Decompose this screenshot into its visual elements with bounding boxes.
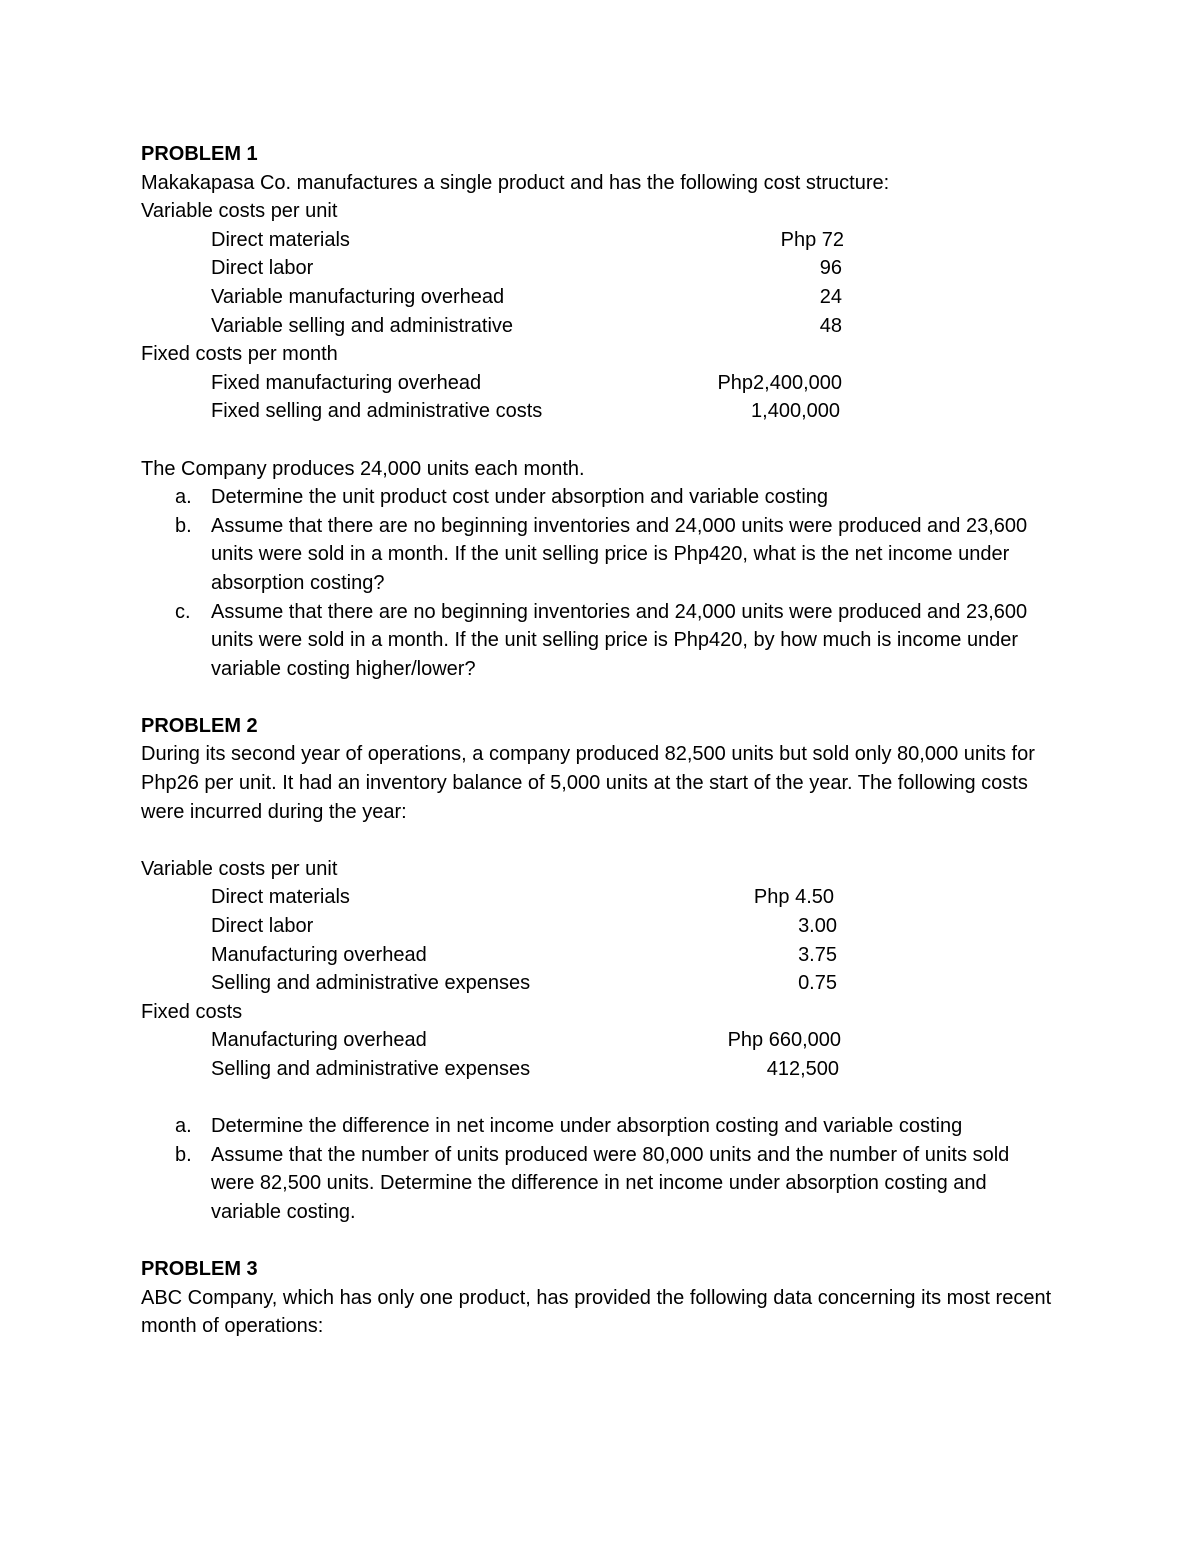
cost-label: Fixed selling and administrative costs <box>211 400 543 423</box>
problem-1-variable-title: Variable costs per unit <box>141 200 338 223</box>
cost-value: Php2,400,000 <box>717 371 842 394</box>
question-text: Assume that there are no beginning inventories and 24,000 units were produced and 23,600 units were sold in a month. If the unit selling price is Php420, by how much is income under variable costing higher/lower? <box>211 600 1028 680</box>
problem-1 <box>141 140 1071 683</box>
problem-3 <box>141 1255 1071 1341</box>
cost-label: Direct materials <box>211 228 350 251</box>
spacer <box>141 1084 1071 1113</box>
cost-row <box>141 254 1071 283</box>
cost-row <box>141 1026 1071 1055</box>
cost-row <box>141 1055 1071 1084</box>
document-content <box>141 140 1071 1341</box>
problem-2-questions <box>141 1112 1071 1226</box>
question-item <box>141 512 1051 598</box>
problem-1-questions <box>141 483 1071 683</box>
cost-label: Manufacturing overhead <box>211 943 427 966</box>
question-marker: b. <box>175 1143 192 1166</box>
question-marker: a. <box>175 486 192 509</box>
cost-label: Direct materials <box>211 886 350 909</box>
spacer <box>141 1227 1071 1256</box>
problem-2 <box>141 712 1071 1227</box>
cost-label: Variable selling and administrative <box>211 314 514 337</box>
cost-value: 412,500 <box>766 1058 839 1080</box>
cost-label: Selling and administrative expenses <box>211 972 531 995</box>
question-text: Assume that the number of units produced were 80,000 units and the number of units sold were 82,500 units. Determine the difference in net income under absorption costing and variable costing. <box>211 1143 1010 1223</box>
question-marker: b. <box>175 514 192 537</box>
cost-row <box>141 969 1071 998</box>
question-marker: a. <box>175 1115 192 1138</box>
cost-value: 0.75 <box>798 972 837 995</box>
cost-row <box>141 369 1071 398</box>
cost-row <box>141 397 1071 426</box>
cost-value: 3.75 <box>798 943 837 966</box>
cost-label: Selling and administrative expenses <box>211 1058 531 1080</box>
cost-value: Php 4.50 <box>753 886 834 909</box>
cost-label: Direct labor <box>211 915 314 938</box>
problem-1-fixed-title: Fixed costs per month <box>141 343 338 366</box>
cost-label: Direct labor <box>211 257 314 280</box>
cost-value: 96 <box>819 257 842 280</box>
cost-label: Variable manufacturing overhead <box>211 285 505 308</box>
cost-row <box>141 883 1071 912</box>
spacer <box>141 683 1071 712</box>
cost-value: 3.00 <box>798 915 837 938</box>
problem-2-fixed-title: Fixed costs <box>141 1000 243 1023</box>
cost-row <box>141 312 1071 341</box>
question-item <box>141 598 1051 684</box>
cost-label: Manufacturing overhead <box>211 1029 427 1052</box>
cost-row <box>141 912 1071 941</box>
cost-row <box>141 283 1071 312</box>
cost-value: 48 <box>819 314 842 337</box>
problem-2-variable-title: Variable costs per unit <box>141 857 338 880</box>
cost-value: 24 <box>819 285 842 308</box>
question-item <box>141 1141 1051 1227</box>
spacer <box>141 426 1071 455</box>
cost-row <box>141 226 1071 255</box>
question-marker: c. <box>175 600 191 623</box>
cost-label: Fixed manufacturing overhead <box>211 371 482 394</box>
question-text: Determine the difference in net income under absorption costing and variable costing <box>211 1115 963 1138</box>
cost-value: Php 660,000 <box>727 1029 841 1052</box>
question-text: Assume that there are no beginning inventories and 24,000 units were produced and 23,600 units were sold in a month. If the unit selling price is Php420, what is the net income under absorption costing? <box>211 514 1028 594</box>
problem-3-heading: PROBLEM 3 <box>141 1258 258 1281</box>
question-item <box>141 483 1051 512</box>
problem-1-heading: PROBLEM 1 <box>141 143 258 165</box>
problem-3-intro: ABC Company, which has only one product, has provided the following data concerning its most recent month of operations: <box>141 1286 1052 1338</box>
question-item <box>141 1112 1051 1141</box>
cost-value: 1,400,000 <box>751 400 840 423</box>
question-text: Determine the unit product cost under absorption and variable costing <box>211 486 829 509</box>
problem-2-heading: PROBLEM 2 <box>141 714 258 737</box>
cost-row <box>141 941 1071 970</box>
problem-1-production-note: The Company produces 24,000 units each month. <box>141 457 585 480</box>
problem-1-intro: Makakapasa Co. manufactures a single product and has the following cost structure: <box>141 171 890 194</box>
problem-2-intro: During its second year of operations, a company produced 82,500 units but sold only 80,000 units for Php26 per unit. It had an inventory balance of 5,000 units at the start of the year. The following costs were incurred during the year: <box>141 743 1035 823</box>
spacer <box>141 826 1071 855</box>
cost-value: Php 72 <box>780 228 844 251</box>
